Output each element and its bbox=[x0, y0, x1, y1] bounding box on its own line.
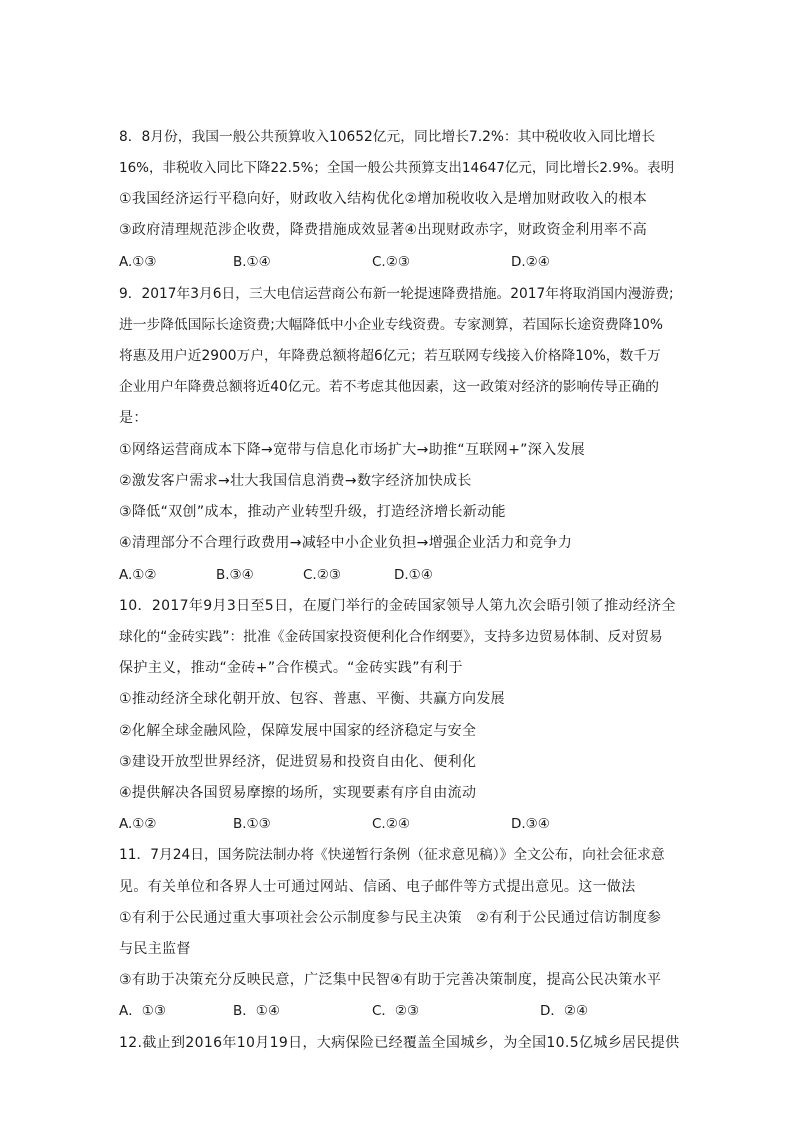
q11-statement: ①有利于公民通过重大事项社会公示制度参与民主决策 ②有利于公民通过信访制度参 bbox=[119, 910, 662, 926]
q11-option-b: B．①④ bbox=[233, 1003, 280, 1019]
q11-option-a: A．①③ bbox=[119, 1003, 166, 1019]
q10-statement: ④提供解决各国贸易摩擦的场所，实现要素有序自由流动 bbox=[119, 785, 477, 801]
q9-statement: ①网络运营商成本下降→宽带与信息化市场扩大→助推“互联网+”深入发展 bbox=[119, 442, 586, 458]
q9-option-b: B.③④ bbox=[216, 567, 254, 583]
q8-statement: ①我国经济运行平稳向好，财政收入结构优化②增加税收收入是增加财政收入的根本 bbox=[119, 191, 648, 207]
q8-option-d: D.②④ bbox=[511, 254, 550, 270]
q11-option-d: D．②④ bbox=[540, 1003, 589, 1019]
q8-option-a: A.①③ bbox=[119, 254, 157, 270]
q8-options bbox=[119, 252, 679, 272]
q10-options bbox=[119, 814, 679, 834]
q10-option-d: D.③④ bbox=[511, 816, 550, 832]
q10-statement: ①推动经济全球化朝开放、包容、普惠、平衡、共赢方向发展 bbox=[119, 691, 505, 707]
q9-statement: ③降低“双创”成本，推动产业转型升级，打造经济增长新动能 bbox=[119, 504, 506, 520]
q8-stem: 8．8月份，我国一般公共预算收入10652亿元，同比增长7.2%：其中税收收入同比增长 bbox=[119, 129, 656, 145]
q9-stem: 9．2017年3月6日，三大电信运营商公布新一轮提速降费措施。2017年将取消国内漫游费; bbox=[119, 286, 674, 302]
q11-statement: 与民主监督 bbox=[119, 941, 191, 957]
q9-option-a: A.①② bbox=[119, 567, 157, 583]
q9-options bbox=[119, 565, 679, 585]
q10-statement: ③建设开放型世界经济，促进贸易和投资自由化、便利化 bbox=[119, 754, 477, 770]
q11-options bbox=[119, 1001, 679, 1021]
q10-stem: 保护主义，推动“金砖+”合作模式。“金砖实践”有利于 bbox=[119, 660, 463, 676]
q9-stem: 企业用户年降费总额将近40亿元。若不考虑其他因素，这一政策对经济的影响传导正确的 bbox=[119, 379, 659, 395]
q11-option-c: C．②③ bbox=[372, 1003, 420, 1019]
q9-stem: 是： bbox=[119, 410, 148, 426]
q10-option-a: A.①② bbox=[119, 816, 157, 832]
q11-statement: ③有助于决策充分反映民意，广泛集中民智④有助于完善决策制度，提高公民决策水平 bbox=[119, 972, 662, 988]
q12-stem: 12.截止到2016年10月19日，大病保险已经覆盖全国城乡，为全国10.5亿城乡居民提供 bbox=[119, 1035, 680, 1051]
q10-statement: ②化解全球金融风险，保障发展中国家的经济稳定与安全 bbox=[119, 723, 477, 739]
q8-statement: ③政府清理规范涉企收费，降费措施成效显著④出现财政赤字，财政资金利用率不高 bbox=[119, 222, 648, 238]
q11-stem: 11．7月24日，国务院法制办将《快递暂行条例（征求意见稿）》全文公布，向社会征求意 bbox=[119, 847, 665, 863]
q10-stem: 10．2017年9月3日至5日，在厦门举行的金砖国家领导人第九次会晤引领了推动经济全 bbox=[119, 598, 676, 614]
q10-stem: 球化的“金砖实践”：批准《金砖国家投资便利化合作纲要》，支持多边贸易体制、反对贸易 bbox=[119, 629, 663, 645]
q9-stem: 进一步降低国际长途资费;大幅降低中小企业专线资费。专家测算，若国际长途资费降10% bbox=[119, 317, 663, 333]
q8-option-b: B.①④ bbox=[233, 254, 271, 270]
q10-option-c: C.②④ bbox=[372, 816, 410, 832]
q9-option-d: D.①④ bbox=[394, 567, 433, 583]
q9-statement: ④清理部分不合理行政费用→减轻中小企业负担→增强企业活力和竞争力 bbox=[119, 535, 573, 551]
q9-stem: 将惠及用户近2900万户，年降费总额将超6亿元；若互联网专线接入价格降10%，数千万 bbox=[119, 348, 661, 364]
q8-option-c: C.②③ bbox=[372, 254, 410, 270]
q10-option-b: B.①③ bbox=[233, 816, 271, 832]
q8-stem: 16%，非税收入同比下降22.5%；全国一般公共预算支出14647亿元，同比增长2.9%。表明 bbox=[119, 160, 675, 176]
q9-statement: ②激发客户需求→壮大我国信息消费→数字经济加快成长 bbox=[119, 473, 472, 489]
q9-option-c: C.②③ bbox=[303, 567, 341, 583]
q11-stem: 见。有关单位和各界人士可通过网站、信函、电子邮件等方式提出意见。这一做法 bbox=[119, 879, 636, 895]
